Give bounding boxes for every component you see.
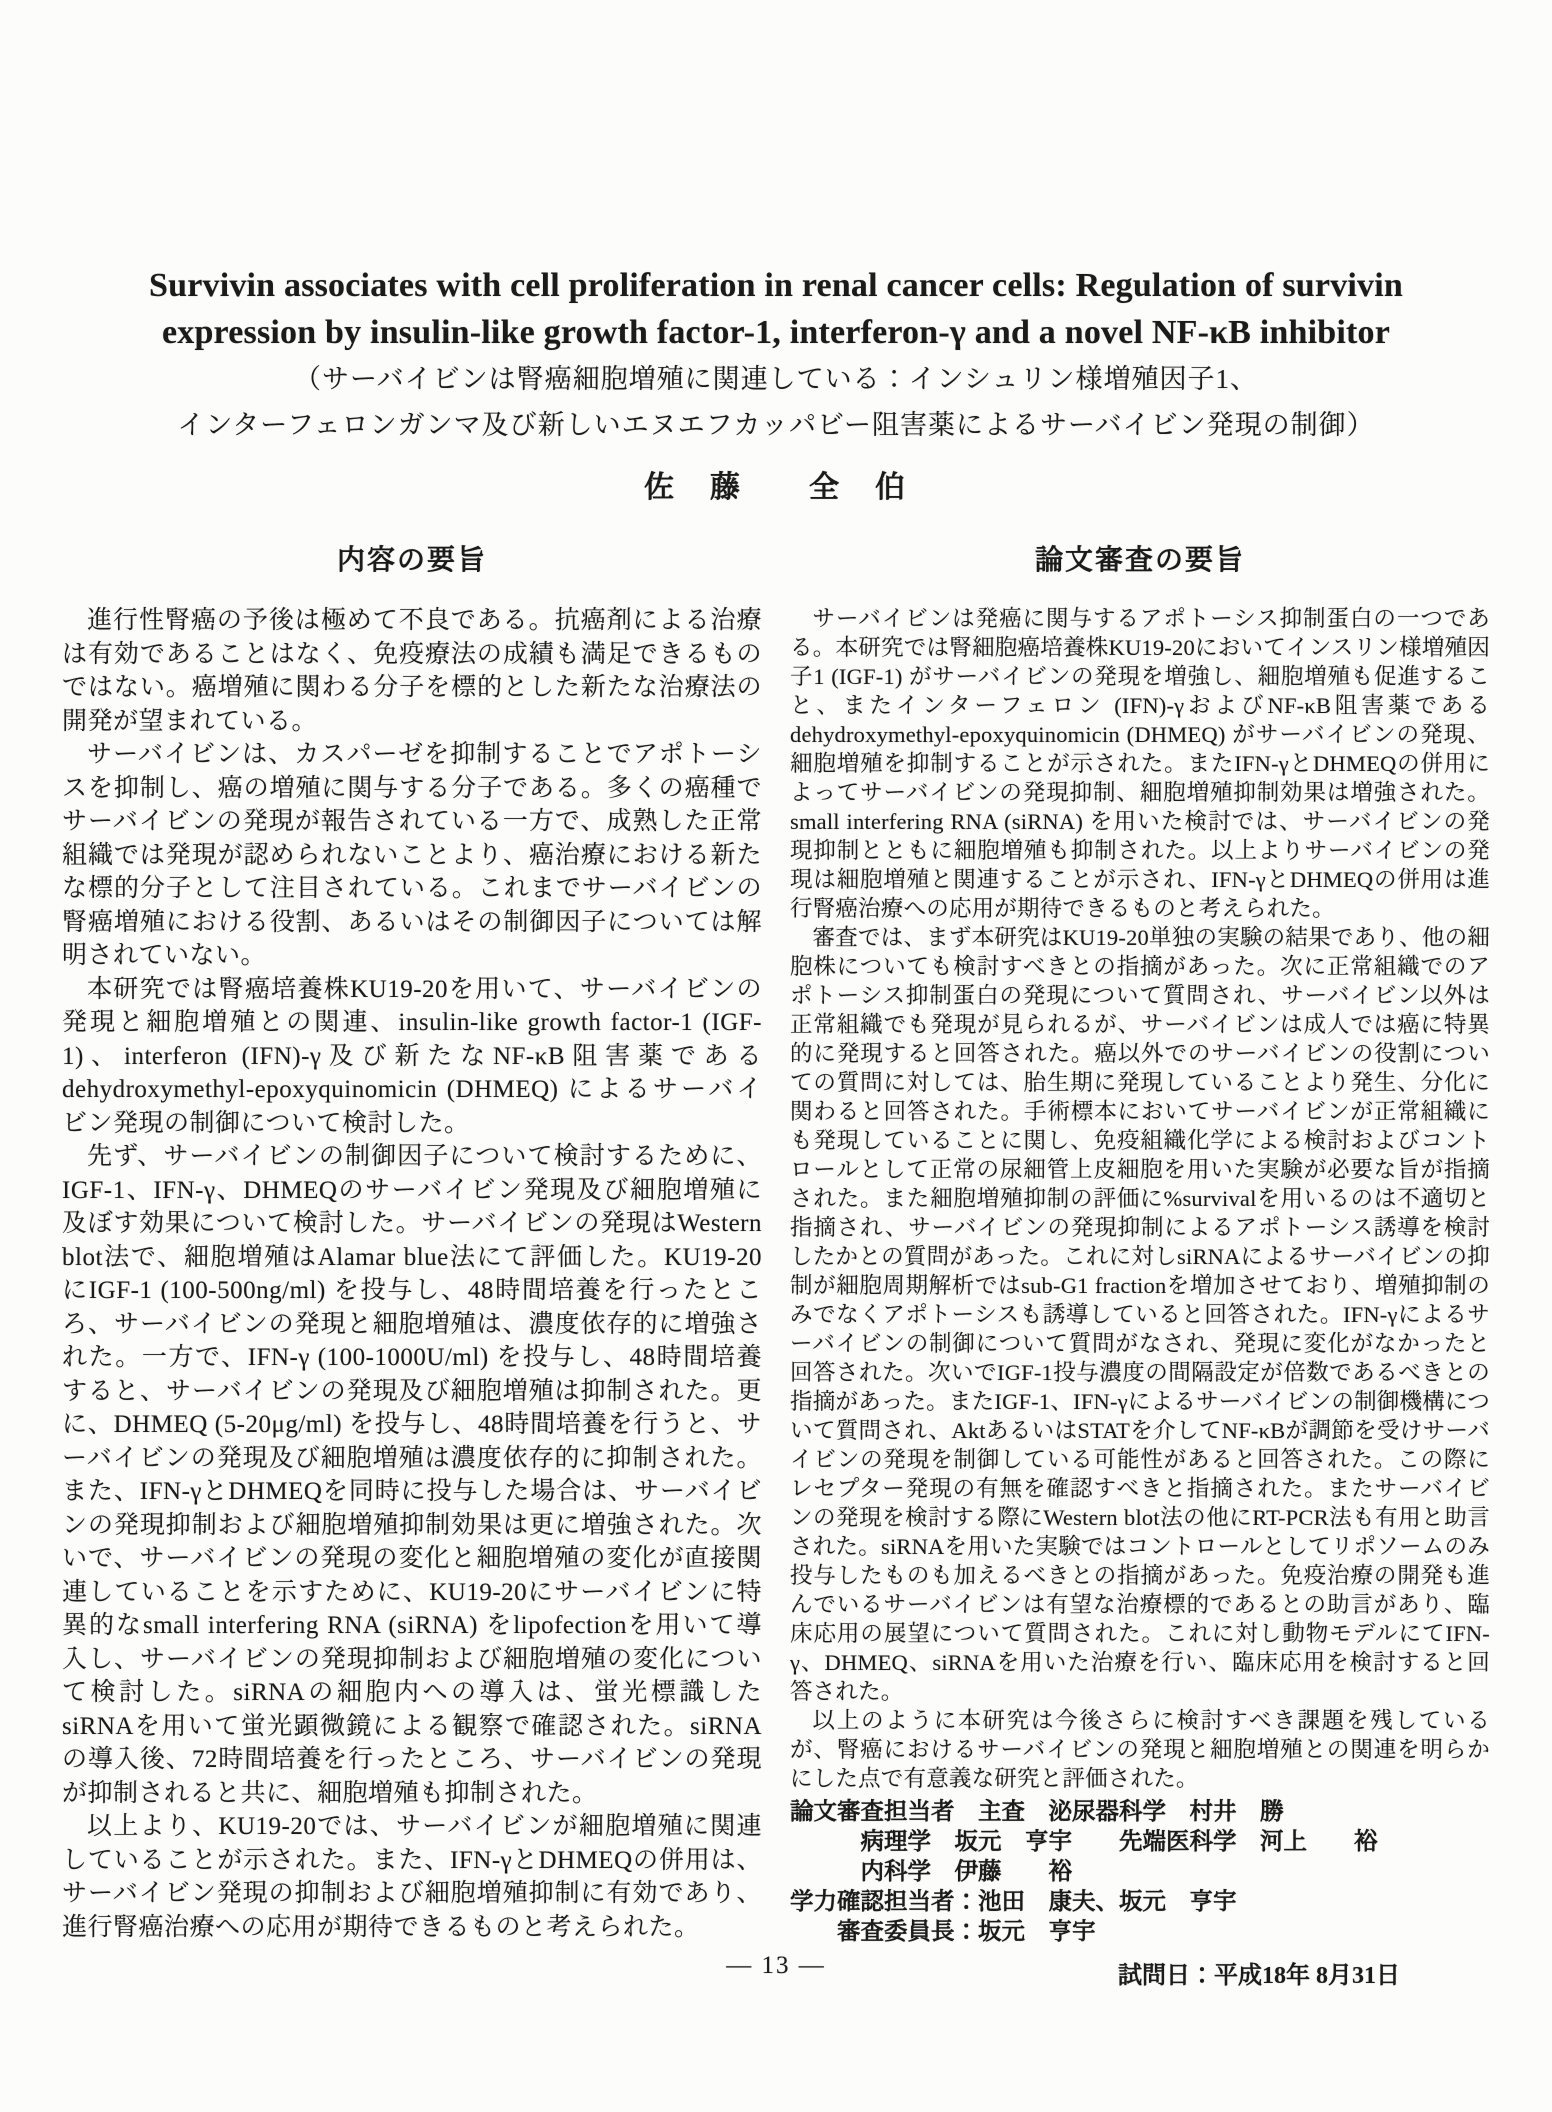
content-paragraph: 進行性腎癌の予後は極めて不良である。抗癌剤による治療は有効であることはなく、免疫療法の成績も満足できるものではない。癌増殖に関わる分子を標的とした新たな治療法の開発が望まれている。 (62, 607, 762, 735)
author-name: 佐 藤 全 伯 (644, 471, 908, 504)
examination-committee (790, 1797, 1490, 1947)
content-paragraph: 先ず、サーバイビンの制御因子について検討するために、IGF-1、IFN-γ、DHMEQのサーバイビン発現及び細胞増殖に及ぼす効果について検討した。サーバイビンの発現はWestern blot法で、細胞増殖はAlamar blue法にて評価した。KU19-20にIGF-1 (100-500ng/ml) を投与し、48時間培養を行ったところ、サーバイビンの発現と細胞増殖は、濃度依存的に増強された。一方で、IFN-γ (100-1000U/ml) を投与し、48時間培養すると、サーバイビンの発現及び細胞増殖は抑制された。更に、DHMEQ (5-20μg/ml) を投与し、48時間培養を行うと、サーバイビンの発現及び細胞増殖は濃度依存的に抑制された。また、IFN-γとDHMEQを同時に投与した場合は、サーバイビンの発現抑制および細胞増殖抑制効果は更に増強された。次いで、サーバイビンの発現の変化と細胞増殖の変化が直接関連していることを示すために、KU19-20にサーバイビンに特異的なsmall interfering RNA (siRNA) をlipofectionを用いて導入し、サーバイビンの発現抑制および細胞増殖の変化について検討した。siRNAの細胞内への導入は、蛍光標識したsiRNAを用いて蛍光顕微鏡による観察で確認された。siRNAの導入後、72時間培養を行ったところ、サーバイビンの発現が抑制されると共に、細胞増殖も抑制された。 (62, 1143, 762, 1807)
page-title: Survivin associates with cell proliferation in renal cancer cells: Regulation of survivin (148, 267, 1404, 304)
content-paragraph: サーバイビンは、カスパーゼを抑制することでアポトーシスを抑制し、癌の増殖に関与する分子である。多くの癌種でサーバイビンの発現が報告されている一方で、成熟した正常組織では発現が認められないことより、癌治療における新たな標的分子として注目されている。これまでサーバイビンの腎癌増殖における役割、あるいはその制御因子については解明されていない。 (62, 741, 762, 969)
committee-line: 学力確認担当者：池田 康夫、坂元 亨宇 (790, 1889, 1237, 1915)
committee-line: 病理学 坂元 亨宇 先端医科学 河上 裕 (790, 1829, 1378, 1855)
review-paragraph: 以上のように本研究は今後さらに検討すべき課題を残しているが、腎癌におけるサーバイビンの発現と細胞増殖との関連を明らかにした点で有意義な研究と評価された。 (790, 1708, 1490, 1791)
page-title-japanese-line2: インターフェロンガンマ及び新しいエヌエフカッパビー阻害薬によるサーバイビン発現の制御） (177, 410, 1375, 440)
review-summary-heading: 論文審査の要旨 (1034, 544, 1245, 575)
page-title-line2: expression by insulin-like growth factor-1, interferon-γ and a novel NF-κB inhibitor (161, 314, 1391, 351)
content-summary-heading: 内容の要旨 (336, 544, 487, 575)
committee-line: 論文審査担当者 主査 泌尿器科学 村井 勝 (790, 1799, 1284, 1825)
content-paragraph: 以上より、KU19-20では、サーバイビンが細胞増殖に関連していることが示された。また、IFN-γとDHMEQの併用は、サーバイビン発現の抑制および細胞増殖抑制に有効であり、進行腎癌治療への応用が期待できるものと考えられた。 (62, 1813, 762, 1941)
content-summary-column (62, 538, 762, 1944)
page-number: — 13 — (726, 1952, 826, 1979)
committee-line: 審査委員長：坂元 亨宇 (790, 1919, 1096, 1945)
review-paragraph: サーバイビンは発癌に関与するアポトーシス抑制蛋白の一つである。本研究では腎細胞癌培養株KU19-20においてインスリン様増殖因子1 (IGF-1) がサーバイビンの発現を増強し、細胞増殖も促進すること、またインターフェロン (IFN)-γおよびNF-κB阻害薬であるdehydroxymethyl-epoxyquinomicin (DHMEQ) がサーバイビンの発現、細胞増殖を抑制することが示された。またIFN-γとDHMEQの併用によってサーバイビンの発現抑制、細胞増殖抑制効果は増強された。small interfering RNA (siRNA) を用いた検討では、サーバイビンの発現抑制とともに細胞増殖も抑制された。以上よりサーバイビンの発現は細胞増殖と関連することが示され、IFN-γとDHMEQの併用は進行腎癌治療への応用が期待できるものと考えられた。 (790, 606, 1490, 921)
content-paragraph: 本研究では腎癌培養株KU19-20を用いて、サーバイビンの発現と細胞増殖との関連、insulin-like growth factor-1 (IGF-1)、interferon (IFN)-γ及び新たなNF-κB阻害薬であるdehydroxymethyl-epoxyquinomicin (DHMEQ) によるサーバイビン発現の制御について検討した。 (62, 975, 762, 1137)
review-paragraph: 審査では、まず本研究はKU19-20単独の実験の結果であり、他の細胞株についても検討すべきとの指摘があった。次に正常組織でのアポトーシス抑制蛋白の発現について質問され、サーバイビン以外は正常組織でも発現が見られるが、サーバイビンは成人では癌に特異的に発現すると回答された。癌以外でのサーバイビンの役割についての質問に対しては、胎生期に発現していることより発生、分化に関わると回答された。手術標本においてサーバイビンが正常組織にも発現していることに関し、免疫組織化学による検討およびコントロールとして正常の尿細管上皮細胞を用いた実験が必要な旨が指摘された。また細胞増殖抑制の評価に%survivalを用いるのは不適切と指摘され、サーバイビンの発現抑制によるアポトーシス誘導を検討したかとの質問があった。これに対しsiRNAによるサーバイビンの抑制が細胞周期解析ではsub-G1 fractionを増加させており、増殖抑制のみでなくアポトーシスも誘導していると回答された。IFN-γによるサーバイビンの制御について質問がなされ、発現に変化がなかったと回答された。次いでIGF-1投与濃度の間隔設定が倍数であるべきとの指摘があった。またIGF-1、IFN-γによるサーバイビンの制御機構について質問され、AktあるいはSTATを介してNF-κBが調節を受けサーバイビンの発現を制御している可能性があると回答された。この際にレセプター発現の有無を確認すべきと指摘された。またサーバイビンの発現を検討する際にWestern blot法の他にRT-PCR法も有用と助言された。siRNAを用いた実験ではコントロールとしてリポソームのみ投与したものも加えるべきとの指摘があった。免疫治療の開発も進んでいるサーバイビンは有望な治療標的であるとの助言があり、臨床応用の展望について質問された。これに対し動物モデルにてIFN-γ、DHMEQ、siRNAを用いた治療を行い、臨床応用を検討すると回答された。 (790, 925, 1490, 1704)
exam-date: 試問日：平成18年 8月31日 (1118, 1963, 1400, 1989)
review-summary-column (790, 538, 1490, 1990)
committee-line: 内科学 伊藤 裕 (790, 1859, 1072, 1885)
title-block (0, 262, 1552, 448)
page-title-japanese: （サーバイビンは腎癌細胞増殖に関連している：インシュリン様増殖因子1、 (294, 364, 1258, 394)
